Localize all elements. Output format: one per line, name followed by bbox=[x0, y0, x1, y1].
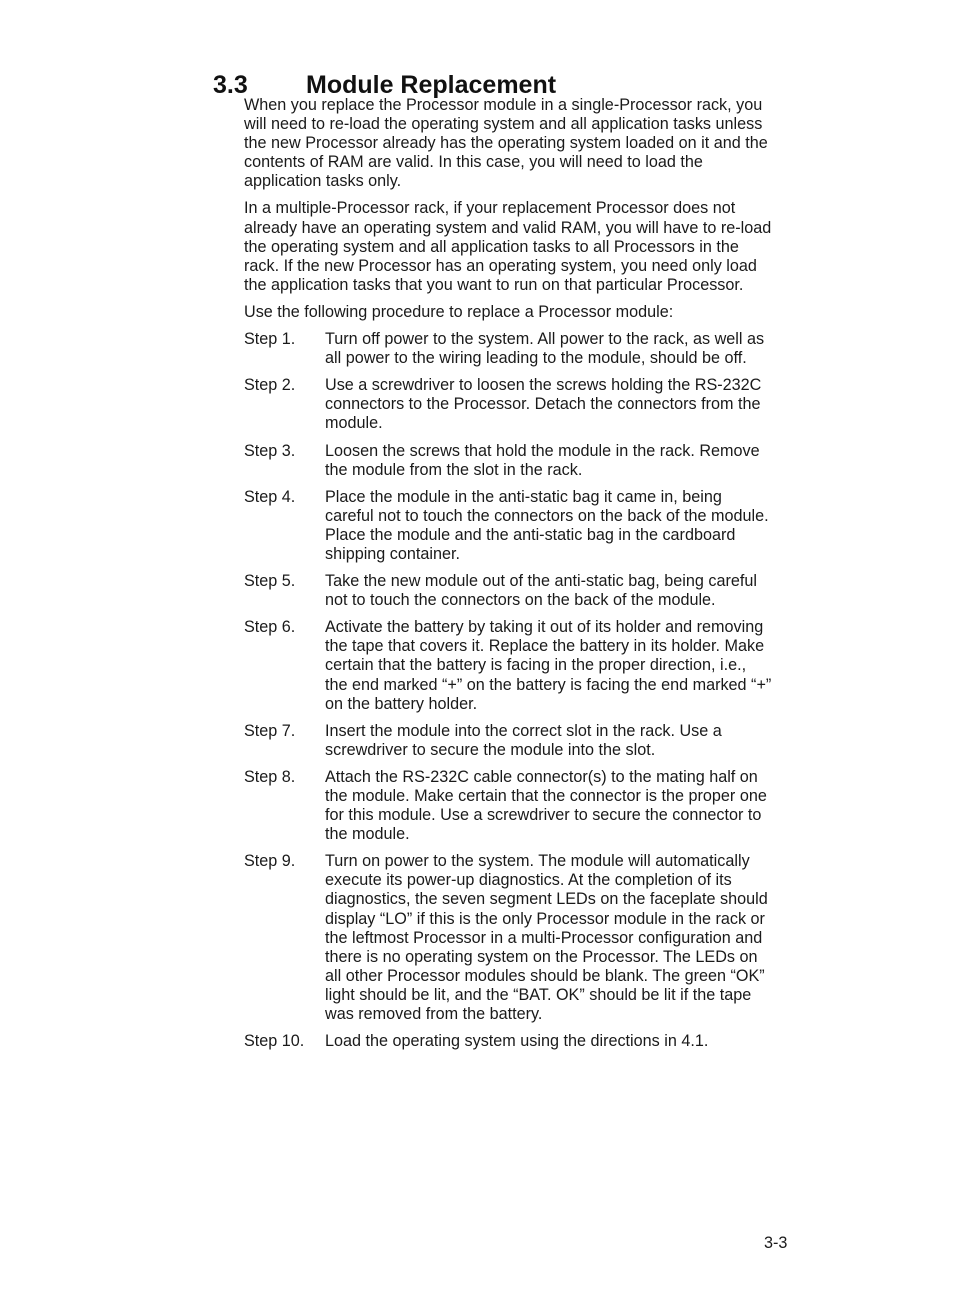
step-item-1 bbox=[244, 330, 772, 368]
step-label: Step 2. bbox=[244, 376, 296, 395]
step-text: Loosen the screws that hold the module in the rack. Remove the module from the slot in the rack. bbox=[325, 441, 760, 479]
step-label: Step 6. bbox=[244, 618, 296, 637]
step-item-5 bbox=[244, 572, 772, 610]
step-label: Step 8. bbox=[244, 767, 296, 786]
step-item-10 bbox=[244, 1032, 772, 1051]
step-label: Step 10. bbox=[244, 1032, 305, 1051]
step-item-6 bbox=[244, 618, 772, 713]
intro-paragraph-2: In a multiple-Processor rack, if your replacement Processor does not already have an operating system and valid RAM, you will have to re-load the operating system and all application tasks to all Processors in the rack. If the new Processor has an operating system, you need only load the application tasks that you want to run on that particular Processor. bbox=[244, 199, 772, 294]
step-label: Step 7. bbox=[244, 721, 296, 740]
step-label: Step 9. bbox=[244, 852, 296, 871]
step-text: Place the module in the anti-static bag it came in, being careful not to touch the connectors on the back of the module. Place the module and the anti-static bag in the cardboard shipping container. bbox=[325, 487, 769, 563]
procedure-intro: Use the following procedure to replace a Processor module: bbox=[244, 302, 674, 321]
step-item-4 bbox=[244, 488, 772, 564]
step-item-2 bbox=[244, 376, 772, 433]
step-label: Step 4. bbox=[244, 487, 296, 506]
step-text: Attach the RS-232C cable connector(s) to the mating half on the module. Make certain that the connector is the proper one for this module. Use a screwdriver to secure the connector to the module. bbox=[325, 767, 767, 844]
step-item-8 bbox=[244, 768, 772, 844]
section-title: Module Replacement bbox=[306, 70, 557, 99]
step-text: Insert the module into the correct slot in the rack. Use a screwdriver to secure the module into the slot. bbox=[325, 721, 722, 759]
step-item-9 bbox=[244, 852, 772, 1024]
procedure-steps bbox=[244, 330, 772, 1051]
step-text: Turn on power to the system. The module will automatically execute its power-up diagnostics. At the completion of its diagnostics, the seven segment LEDs on the faceplate should display “LO” if this is the only Processor module in the rack or the leftmost Processor in a multi-Processor configuration and there is no operating system on the Processor. The LEDs on all other Processor modules should be blank. The green “OK” light should be lit, and the “BAT. OK” should be lit if the tape was removed from the battery. bbox=[325, 852, 768, 1024]
step-label: Step 5. bbox=[244, 572, 296, 591]
step-text: Activate the battery by taking it out of its holder and removing the tape that covers it. Replace the battery in its holder. Make certain that the battery is facing in the proper direction, i.e., the end marked “+” on the battery is facing the end marked “+” on the battery holder. bbox=[325, 618, 772, 713]
step-label: Step 3. bbox=[244, 441, 296, 460]
step-label: Step 1. bbox=[244, 330, 296, 349]
step-text: Load the operating system using the directions in 4.1. bbox=[325, 1032, 709, 1051]
step-text: Take the new module out of the anti-static bag, being careful not to touch the connectors on the back of the module. bbox=[325, 572, 757, 610]
page-number: 3-3 bbox=[764, 1234, 788, 1252]
section-number: 3.3 bbox=[213, 70, 248, 99]
step-text: Use a screwdriver to loosen the screws holding the RS-232C connectors to the Processor. Detach the connectors from the module. bbox=[325, 376, 762, 433]
step-item-3 bbox=[244, 442, 772, 480]
section-body bbox=[244, 96, 772, 1059]
step-item-7 bbox=[244, 722, 772, 760]
step-text: Turn off power to the system. All power to the rack, as well as all power to the wiring leading to the module, should be off. bbox=[325, 330, 765, 368]
intro-paragraph-1: When you replace the Processor module in a single-Processor rack, you will need to re-load the operating system and all application tasks unless the new Processor already has the operating system loaded on it and the contents of RAM are valid. In this case, you will need to load the application tasks only. bbox=[244, 96, 768, 191]
